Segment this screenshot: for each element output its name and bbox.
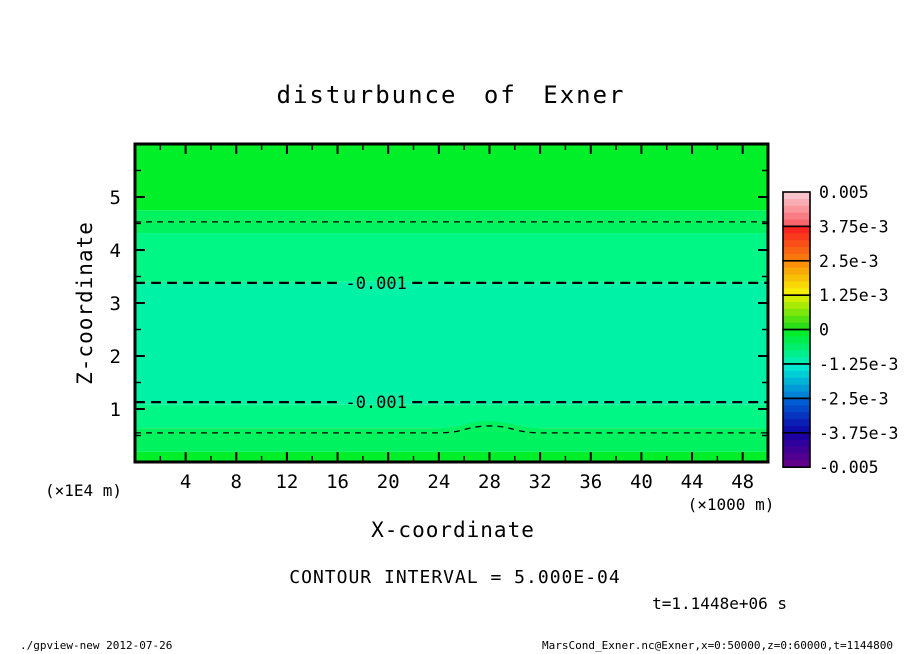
colorbar-step xyxy=(783,433,810,440)
colorbar-step xyxy=(783,261,810,268)
colorbar-step xyxy=(783,350,810,357)
contour-band xyxy=(135,233,768,282)
x-tick-label: 4 xyxy=(179,471,192,493)
x-axis-units: (×1000 m) xyxy=(687,495,775,514)
x-axis-label: X-coordinate xyxy=(371,518,535,542)
footer-source-info: MarsCond_Exner.nc@Exner,x=0:50000,z=0:60000,t=1144800 xyxy=(542,639,893,652)
colorbar-step xyxy=(783,233,810,240)
colorbar-step xyxy=(783,316,810,323)
x-tick-label: 8 xyxy=(230,471,243,493)
colorbar-step xyxy=(783,447,810,454)
contour-band xyxy=(135,282,768,405)
colorbar-step xyxy=(783,364,810,371)
colorbar-step xyxy=(783,275,810,282)
colorbar xyxy=(783,183,898,477)
colorbar-step xyxy=(783,440,810,447)
colorbar-tick-label: 1.25e-3 xyxy=(819,286,889,306)
x-tick-label: 32 xyxy=(528,471,552,493)
colorbar-step xyxy=(783,405,810,412)
y-tick-label: 1 xyxy=(109,399,121,421)
colorbar-step xyxy=(783,336,810,343)
colorbar-tick-label: 0 xyxy=(819,320,829,340)
colorbar-step xyxy=(783,385,810,392)
y-axis-units: (×1E4 m) xyxy=(45,481,123,500)
colorbar-step xyxy=(783,453,810,460)
x-tick-label: 40 xyxy=(629,471,653,493)
colorbar-tick-label: 3.75e-3 xyxy=(819,217,889,237)
colorbar-step xyxy=(783,281,810,288)
y-tick-label: 2 xyxy=(109,346,121,368)
colorbar-tick-label: 2.5e-3 xyxy=(819,251,879,271)
colorbar-step xyxy=(783,330,810,337)
contour-band xyxy=(135,210,768,233)
footer-program-date: ./gpview-new 2012-07-26 xyxy=(20,639,173,652)
colorbar-tick-label: -1.25e-3 xyxy=(819,355,899,374)
colorbar-step xyxy=(783,378,810,385)
colorbar-step xyxy=(783,268,810,275)
colorbar-step xyxy=(783,240,810,247)
x-tick-label: 12 xyxy=(275,471,299,493)
x-tick-label: 24 xyxy=(427,471,451,493)
colorbar-step xyxy=(783,226,810,233)
x-tick-label: 48 xyxy=(731,471,755,493)
x-tick-labels xyxy=(180,471,754,493)
colorbar-step xyxy=(783,192,810,199)
contour-label: -0.001 xyxy=(345,273,407,294)
colorbar-step xyxy=(783,398,810,405)
colorbar-step xyxy=(783,199,810,206)
plot-title: disturbunce of Exner xyxy=(276,81,626,109)
time-annotation: t=1.1448e+06 s xyxy=(652,594,787,613)
contour-band xyxy=(135,144,768,210)
contour-band xyxy=(135,405,768,428)
y-tick-label: 5 xyxy=(109,187,121,209)
y-tick-labels xyxy=(110,187,121,421)
y-tick-label: 4 xyxy=(109,240,121,262)
y-tick-label: 3 xyxy=(109,293,121,315)
contour-band xyxy=(135,452,768,462)
colorbar-tick-label: -3.75e-3 xyxy=(819,423,899,443)
colorbar-step xyxy=(783,295,810,302)
y-axis-label: Z-coordinate xyxy=(73,221,97,385)
colorbar-step xyxy=(783,247,810,254)
x-tick-label: 20 xyxy=(376,471,400,493)
colorbar-step xyxy=(783,412,810,419)
x-tick-label: 36 xyxy=(579,471,603,493)
colorbar-step xyxy=(783,309,810,316)
contour-label: -0.001 xyxy=(345,393,407,414)
colorbar-step xyxy=(783,213,810,220)
contour-interval-text: CONTOUR INTERVAL = 5.000E-04 xyxy=(289,567,621,588)
contour-fill-bands xyxy=(135,144,768,462)
colorbar-tick-label: 0.005 xyxy=(819,183,869,202)
x-tick-label: 28 xyxy=(478,471,501,493)
colorbar-tick-label: -2.5e-3 xyxy=(819,389,889,409)
x-tick-label: 44 xyxy=(680,471,704,493)
colorbar-step xyxy=(783,206,810,213)
colorbar-step xyxy=(783,419,810,426)
colorbar-step xyxy=(783,302,810,309)
x-tick-label: 16 xyxy=(326,471,350,493)
colorbar-step xyxy=(783,343,810,350)
colorbar-tick-label: -0.005 xyxy=(819,458,879,478)
colorbar-step xyxy=(783,371,810,378)
